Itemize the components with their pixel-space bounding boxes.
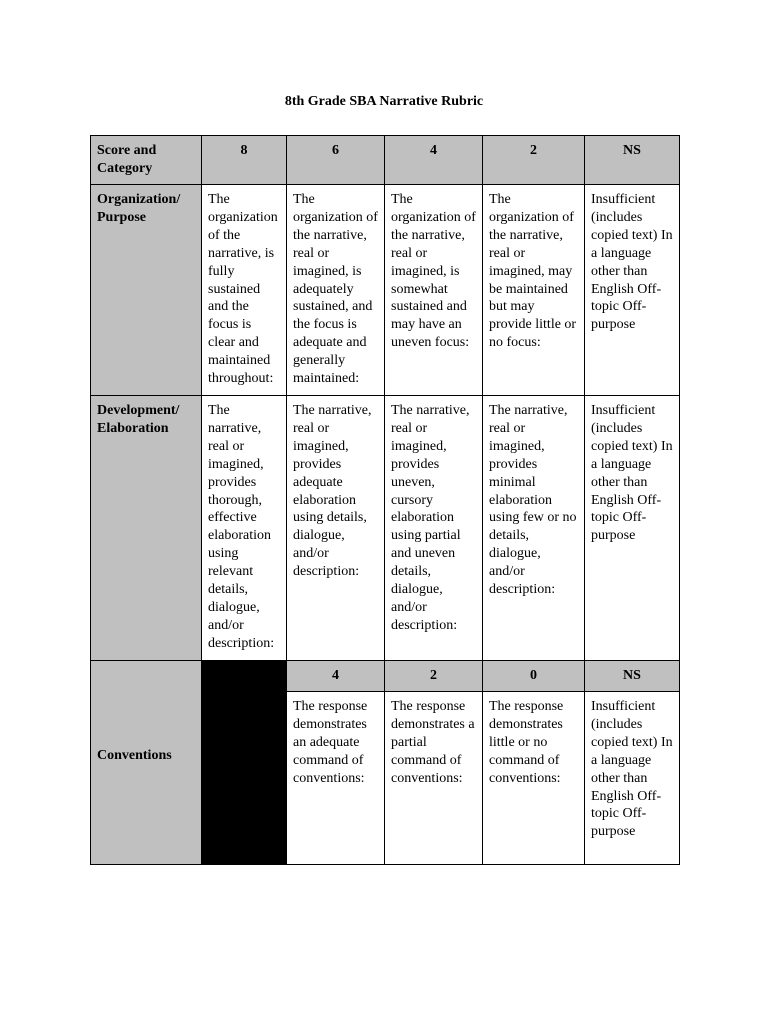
conventions-score-4-cell: The response demonstrates an adequate command of conventions:: [287, 692, 385, 865]
header-row: [91, 136, 680, 185]
development-score-4-cell: The narrative, real or imagined, provides uneven, cursory elaboration using partial and uneven details, dialogue, and/or description:: [385, 396, 483, 661]
development-score-ns-cell: Insufficient (includes copied text) In a language other than English Off-topic Off-purpose: [585, 396, 680, 661]
organization-score-8-cell: The organization of the narrative, is fully sustained and the focus is clear and maintained throughout:: [202, 185, 287, 396]
rubric-table: [90, 135, 680, 865]
conventions-score-0: 0: [483, 661, 585, 692]
organization-score-2-cell: The organization of the narrative, real or imagined, may be maintained but may provide little or no focus:: [483, 185, 585, 396]
organization-purpose-row: [91, 185, 680, 396]
header-score-8: 8: [202, 136, 287, 185]
header-score-4: 4: [385, 136, 483, 185]
header-score-2: 2: [483, 136, 585, 185]
header-category-cell: Score and Category: [91, 136, 202, 185]
document-title: 8th Grade SBA Narrative Rubric: [284, 94, 484, 109]
development-score-6-cell: The narrative, real or imagined, provides adequate elaboration using details, dialogue, and/or description:: [287, 396, 385, 661]
header-score-6: 6: [287, 136, 385, 185]
organization-score-4-cell: The organization of the narrative, real or imagined, is somewhat sustained and may have an uneven focus:: [385, 185, 483, 396]
development-score-2-cell: The narrative, real or imagined, provides minimal elaboration using few or no details, dialogue, and/or description:: [483, 396, 585, 661]
conventions-score-2: 2: [385, 661, 483, 692]
category-organization-purpose: Organization/ Purpose: [91, 185, 202, 396]
organization-score-ns-cell: Insufficient (includes copied text) In a language other than English Off-topic Off-purpose: [585, 185, 680, 396]
organization-score-6-cell: The organization of the narrative, real or imagined, is adequately sustained, and the focus is adequate and generally maintained:: [287, 185, 385, 396]
conventions-score-4: 4: [287, 661, 385, 692]
header-score-ns: NS: [585, 136, 680, 185]
conventions-score-ns-cell: Insufficient (includes copied text) In a language other than English Off-topic Off-purpose: [585, 692, 680, 865]
category-development-elaboration: Development/ Elaboration: [91, 396, 202, 661]
development-elaboration-row: [91, 396, 680, 661]
blocked-cell: [202, 661, 287, 865]
conventions-score-ns: NS: [585, 661, 680, 692]
category-conventions: [91, 661, 202, 865]
conventions-score-2-cell: The response demonstrates a partial command of conventions:: [385, 692, 483, 865]
development-score-8-cell: The narrative, real or imagined, provides thorough, effective elaboration using relevant details, dialogue, and/or description:: [202, 396, 287, 661]
conventions-header-row: [91, 661, 680, 692]
conventions-label: Conventions: [97, 747, 172, 763]
conventions-score-0-cell: The response demonstrates little or no command of conventions:: [483, 692, 585, 865]
